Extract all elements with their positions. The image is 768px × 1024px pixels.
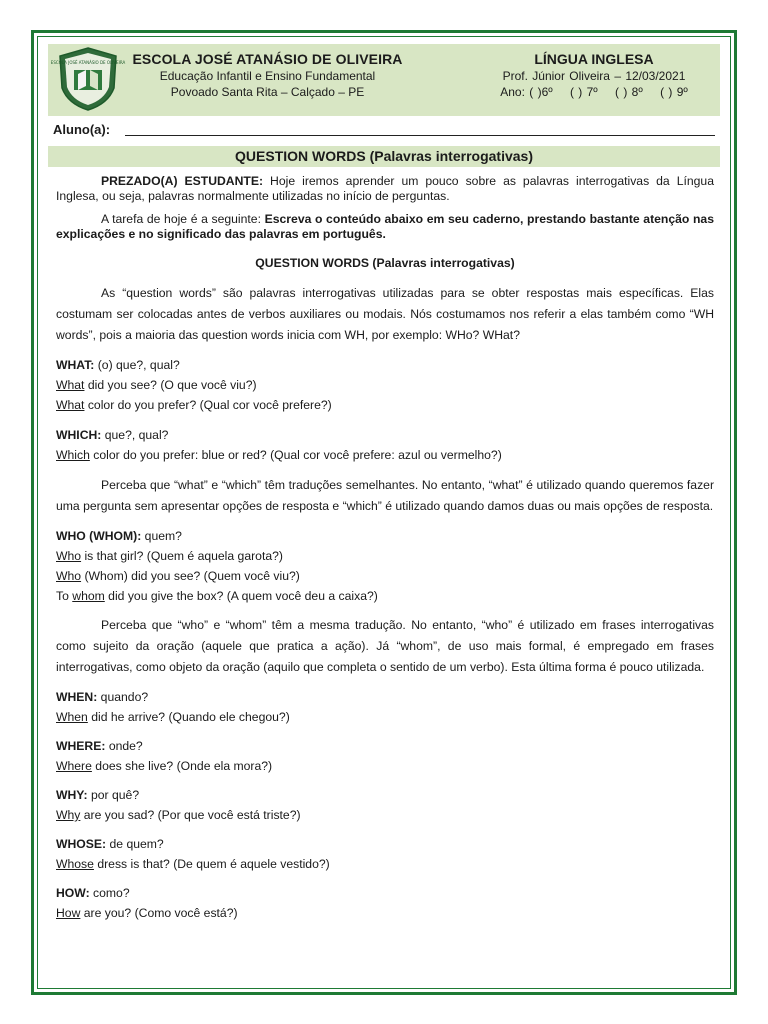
entry-whose	[56, 834, 714, 874]
intro-greeting: PREZADO(A) ESTUDANTE:	[101, 174, 264, 188]
intro-text: Hoje iremos aprender um pouco sobre as palavras interrogativas da Língua Inglesa, ou seja, palavras normalmente utilizadas no início de perguntas.	[56, 174, 714, 203]
student-name-line[interactable]	[125, 135, 715, 136]
subtitle: QUESTION WORDS (Palavras interrogativas)	[255, 256, 515, 270]
meaning-why: por quê?	[87, 788, 140, 802]
term-which: WHICH:	[56, 428, 102, 442]
meaning-what: (o) que?, qual?	[94, 358, 180, 372]
school-address: Povoado Santa Rita – Calçado – PE	[170, 85, 365, 99]
content	[56, 172, 714, 923]
meaning-which: que?, qual?	[101, 428, 169, 442]
entry-which	[56, 425, 714, 465]
subject-name: LÍNGUA INGLESA	[534, 51, 654, 67]
which-note-paragraph: Perceba que “what” e “which” têm traduções semelhantes. No entanto, “what” é utilizado quando queremos fazer uma pergunta sem apresentar opções de resposta e “which” é utilizado quando damos duas ou mais opções de resposta.	[56, 478, 714, 513]
entry-where	[56, 736, 714, 776]
term-where: WHERE:	[56, 739, 106, 753]
example-word: When	[56, 710, 88, 724]
example-text: is that girl? (Quem é aquela garota?)	[81, 549, 283, 563]
example-text: color do you prefer? (Qual cor você prefere?)	[84, 398, 332, 412]
teacher-date: Prof. Júnior Oliveira – 12/03/2021	[502, 69, 686, 83]
page-title: QUESTION WORDS (Palavras interrogativas)	[48, 146, 720, 167]
term-whose: WHOSE:	[56, 837, 107, 851]
example-prefix: To	[56, 589, 73, 603]
meaning-whose: de quem?	[106, 837, 164, 851]
term-who: WHO (WHOM):	[56, 529, 142, 543]
who-note-paragraph: Perceba que “who” e “whom” têm a mesma tradução. No entanto, “who” é utilizado em frases interrogativas como sujeito da oração (aquele que pratica a ação). Já “whom”, de uso mais formal, é empregado em frases interrogativas, como objeto da oração (aquilo que completa o sentido de um verbo). Esta última forma é pouco utilizada.	[56, 618, 714, 674]
example-word: whom	[72, 589, 105, 603]
entry-why	[56, 785, 714, 825]
example-word: Whose	[56, 857, 94, 871]
entry-when	[56, 687, 714, 727]
example-text: color do you prefer: blue or red? (Qual cor você prefere: azul ou vermelho?)	[89, 448, 502, 462]
school-name: ESCOLA JOSÉ ATANÁSIO DE OLIVEIRA	[132, 51, 403, 67]
intro-paragraph-1	[56, 174, 714, 204]
entry-who	[56, 526, 714, 606]
task-label: A tarefa de hoje é a seguinte:	[101, 212, 265, 226]
meaning-who: quem?	[141, 529, 182, 543]
entry-what	[56, 355, 714, 415]
example-text: did you see? (O que você viu?)	[84, 378, 257, 392]
example-text: does she live? (Onde ela mora?)	[91, 759, 273, 773]
example-text: (Whom) did you see? (Quem você viu?)	[81, 569, 300, 583]
meaning-when: quando?	[97, 690, 149, 704]
example-word: Where	[56, 759, 92, 773]
example-word: Who	[56, 549, 82, 563]
term-what: WHAT:	[56, 358, 95, 372]
explanation-paragraph: As “question words” são palavras interrogativas utilizadas para se obter respostas mais específicas. Elas costumam ser colocadas antes de verbos auxiliares ou modais. Nós costumamos nos referir a elas também como “WH words”, pois a maioria das question words inicia com WH, por exemplo: WHo? WHat?	[56, 286, 714, 342]
example-text: did he arrive? (Quando ele chegou?)	[87, 710, 290, 724]
example-text: dress is that? (De quem é aquele vestido?)	[93, 857, 330, 871]
meaning-how: como?	[89, 886, 130, 900]
task-instruction: Escreva o conteúdo abaixo em seu caderno, prestando bastante atenção nas explicações e no significado das palavras em português.	[56, 212, 714, 241]
logo-caption: ESCOLA JOSÉ ATANÁSIO DE OLIVEIRA	[50, 60, 126, 65]
term-why: WHY:	[56, 788, 88, 802]
example-word: What	[56, 378, 85, 392]
entry-how	[56, 883, 714, 923]
example-word: Who	[56, 569, 82, 583]
meaning-where: onde?	[105, 739, 143, 753]
school-logo	[50, 46, 126, 112]
example-text: are you sad? (Por que você está triste?)	[80, 808, 301, 822]
example-word: What	[56, 398, 85, 412]
example-text: are you? (Como você está?)	[80, 906, 238, 920]
subject-info	[478, 51, 710, 99]
example-word: Which	[56, 448, 90, 462]
example-text: did you give the box? (A quem você deu a caixa?)	[104, 589, 378, 603]
term-how: HOW:	[56, 886, 90, 900]
student-label: Aluno(a):	[53, 122, 111, 137]
intro-paragraph-2	[56, 212, 714, 242]
school-level: Educação Infantil e Ensino Fundamental	[159, 69, 376, 83]
term-when: WHEN:	[56, 690, 98, 704]
school-info	[125, 51, 410, 99]
example-word: How	[56, 906, 81, 920]
year-options: Ano: ( )6º ( ) 7º ( ) 8º ( ) 9º	[500, 85, 688, 99]
student-name-field[interactable]	[53, 122, 715, 137]
example-word: Why	[56, 808, 81, 822]
